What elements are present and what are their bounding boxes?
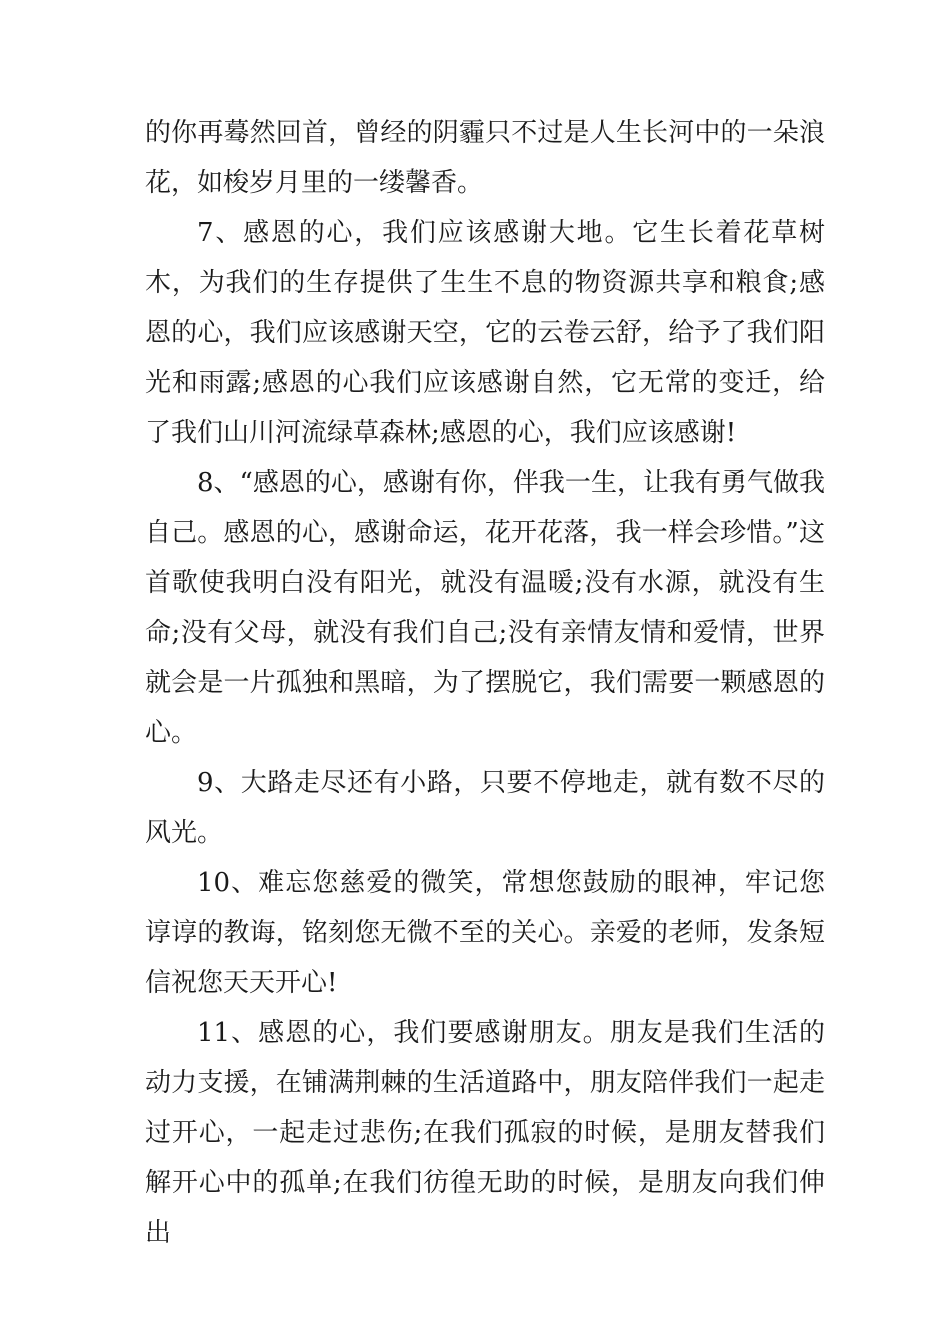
paragraph-7: 7、感恩的心，我们应该感谢大地。它生长着花草树木，为我们的生存提供了生生不息的物资源共享和粮食;感恩的心，我们应该感谢天空，它的云卷云舒，给予了我们阳光和雨露;感恩的心我们应该感谢自然，它无常的变迁，给了我们山川河流绿草森林;感恩的心，我们应该感谢! <box>145 218 825 448</box>
paragraph-9: 9、大路走尽还有小路，只要不停地走，就有数不尽的风光。 <box>145 768 825 848</box>
document-body <box>145 108 825 1258</box>
paragraph-10: 10、难忘您慈爱的微笑，常想您鼓励的眼神，牢记您谆谆的教诲，铭刻您无微不至的关心。亲爱的老师，发条短信祝您天天开心! <box>145 868 825 998</box>
paragraph-11: 11、感恩的心，我们要感谢朋友。朋友是我们生活的动力支援，在铺满荆棘的生活道路中，朋友陪伴我们一起走过开心，一起走过悲伤;在我们孤寂的时候，是朋友替我们解开心中的孤单;在我们彷徨无助的时候，是朋友向我们伸出 <box>145 1018 825 1248</box>
paragraph-continued: 的你再蓦然回首，曾经的阴霾只不过是人生长河中的一朵浪花，如梭岁月里的一缕馨香。 <box>145 118 825 198</box>
paragraph-8: 8、“感恩的心，感谢有你，伴我一生，让我有勇气做我自己。感恩的心，感谢命运，花开花落，我一样会珍惜。”这首歌使我明白没有阳光，就没有温暖;没有水源，就没有生命;没有父母，就没有我们自己;没有亲情友情和爱情，世界就会是一片孤独和黑暗，为了摆脱它，我们需要一颗感恩的心。 <box>145 468 825 748</box>
